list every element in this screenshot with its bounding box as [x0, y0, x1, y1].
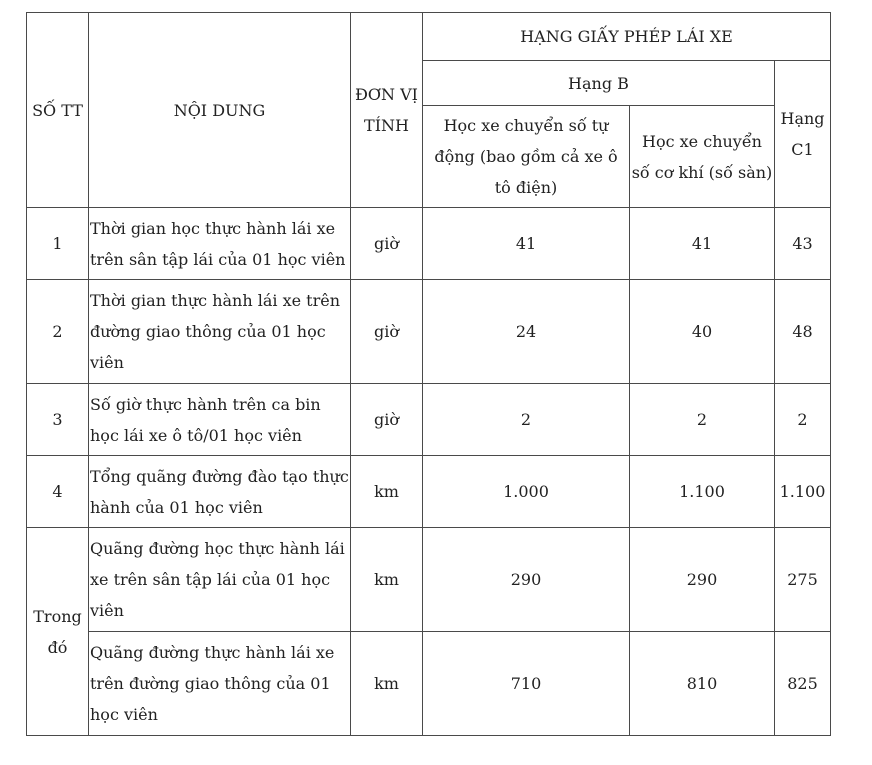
row-content: Thời gian thực hành lái xe trên đường giao thông của 01 học viên [89, 280, 351, 384]
row-unit: giờ [351, 280, 423, 384]
row-b-auto: 710 [423, 632, 630, 736]
row-b-auto: 1.000 [423, 456, 630, 528]
header-license-group: HẠNG GIẤY PHÉP LÁI XE [423, 13, 831, 61]
table-row [27, 280, 831, 384]
row-b-manual: 40 [630, 280, 775, 384]
row-b-auto: 290 [423, 528, 630, 632]
header-class-b-auto: Học xe chuyển số tự động (bao gồm cả xe ô tô điện) [423, 106, 630, 208]
row-c1: 48 [775, 280, 831, 384]
row-unit: km [351, 632, 423, 736]
row-b-auto: 2 [423, 384, 630, 456]
row-c1: 43 [775, 208, 831, 280]
row-content: Quãng đường thực hành lái xe trên đường giao thông của 01 học viên [89, 632, 351, 736]
row-b-manual: 1.100 [630, 456, 775, 528]
header-unit: ĐƠN VỊ TÍNH [351, 13, 423, 208]
row-unit: giờ [351, 208, 423, 280]
row-c1: 825 [775, 632, 831, 736]
row-b-manual: 810 [630, 632, 775, 736]
row-b-auto: 41 [423, 208, 630, 280]
row-b-auto: 24 [423, 280, 630, 384]
table-row [27, 456, 831, 528]
row-c1: 2 [775, 384, 831, 456]
row-content: Tổng quãng đường đào tạo thực hành của 01 học viên [89, 456, 351, 528]
row-stt: 1 [27, 208, 89, 280]
row-b-manual: 2 [630, 384, 775, 456]
row-content: Thời gian học thực hành lái xe trên sân tập lái của 01 học viên [89, 208, 351, 280]
table-row [27, 528, 831, 632]
row-b-manual: 41 [630, 208, 775, 280]
row-unit: giờ [351, 384, 423, 456]
header-row-top [27, 13, 831, 61]
row-stt-merged: Trong đó [27, 528, 89, 736]
row-c1: 275 [775, 528, 831, 632]
row-content: Quãng đường học thực hành lái xe trên sân tập lái của 01 học viên [89, 528, 351, 632]
table-row [27, 208, 831, 280]
row-unit: km [351, 456, 423, 528]
row-b-manual: 290 [630, 528, 775, 632]
row-unit: km [351, 528, 423, 632]
row-stt: 4 [27, 456, 89, 528]
header-content: NỘI DUNG [89, 13, 351, 208]
header-class-b: Hạng B [423, 61, 775, 106]
row-c1: 1.100 [775, 456, 831, 528]
row-content: Số giờ thực hành trên ca bin học lái xe ô tô/01 học viên [89, 384, 351, 456]
table-row [27, 384, 831, 456]
table-row [27, 632, 831, 736]
header-stt: SỐ TT [27, 13, 89, 208]
row-stt: 3 [27, 384, 89, 456]
row-stt: 2 [27, 280, 89, 384]
header-class-b-manual: Học xe chuyển số cơ khí (số sàn) [630, 106, 775, 208]
header-class-c1: Hạng C1 [775, 61, 831, 208]
license-training-table [26, 12, 831, 736]
